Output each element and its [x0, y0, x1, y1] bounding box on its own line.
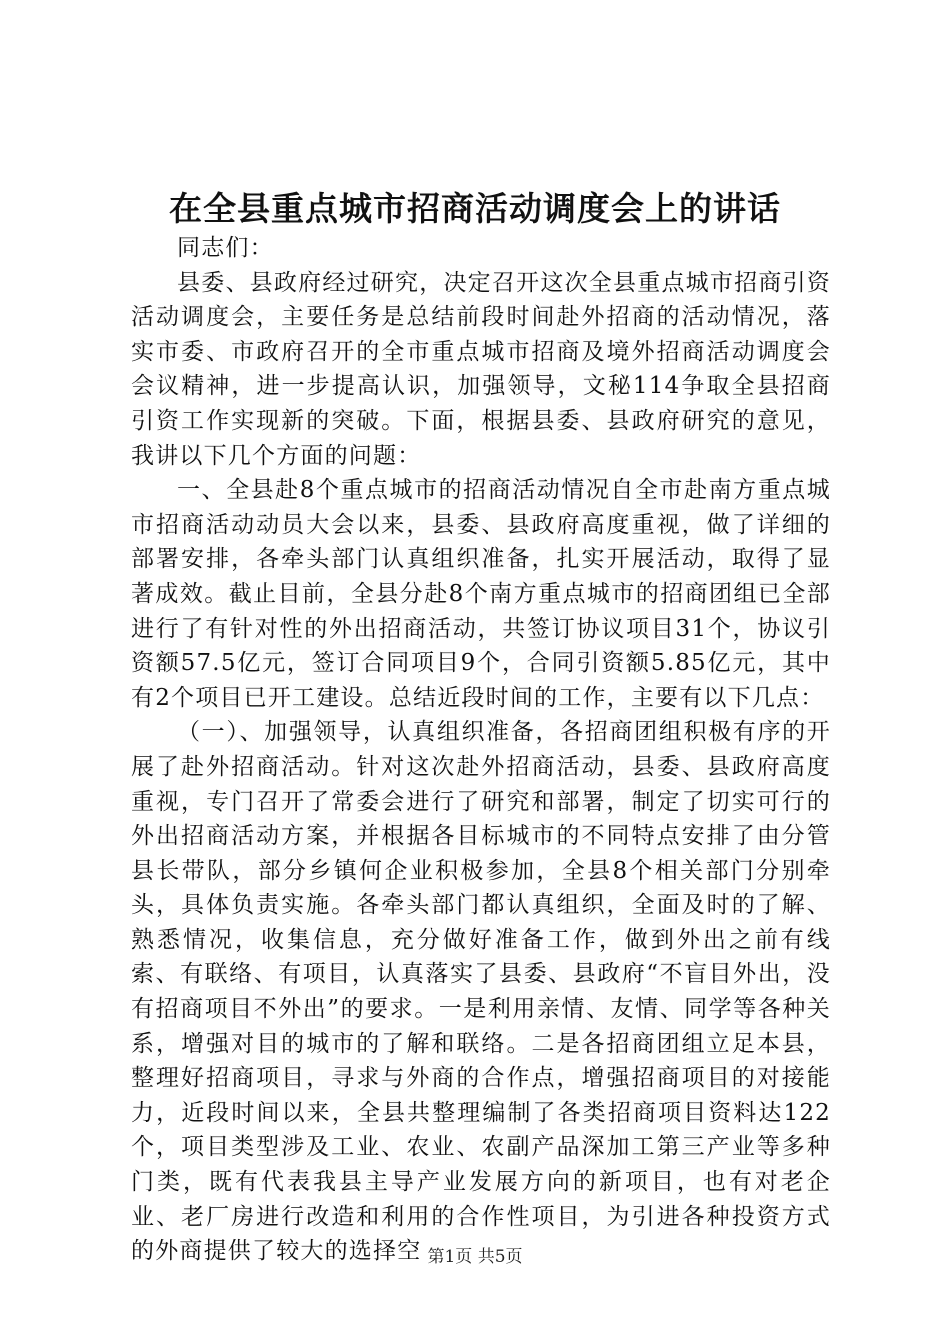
document-body [131, 231, 831, 1269]
salutation: 同志们： [177, 235, 274, 261]
paragraph-subsection-one: （一）、加强领导，认真组织准备，各招商团组积极有序的开展了赴外招商活动。针对这次赴外招商活动，县委、县政府高度重视，专门召开了常委会进行了研究和部署，制定了切实可行的外出招商活动方案，并根据各目标城市的不同特点安排了由分管县长带队，部分乡镇何企业积极参加，全县8个相关部门分别牵头，具体负责实施。各牵头部门都认真组织，全面及时的了解、熟悉情况，收集信息，充分做好准备工作，做到外出之前有线索、有联络、有项目，认真落实了县委、县政府“不盲目外出，没有招商项目不外出”的要求。一是利用亲情、友情、同学等各种关系，增强对目的城市的了解和联络。二是各招商团组立足本县，整理好招商项目，寻求与外商的合作点，增强招商项目的对接能力，近段时间以来，全县共整理编制了各类招商项目资料达122个，项目类型涉及工业、农业、农副产品深加工第三产业等多种门类，既有代表我县主导产业发展方向的新项目，也有对老企业、老厂房进行改造和利用的合作性项目，为引进各种投资方式的外商提供了较大的选择空 [131, 719, 831, 1265]
paragraph-intro: 县委、县政府经过研究，决定召开这次全县重点城市招商引资活动调度会，主要任务是总结前段时间赴外招商的活动情况，落实市委、市政府召开的全市重点城市招商及境外招商活动调度会会议精神，进一步提高认识，加强领导，文秘114争取全县招商引资工作实现新的突破。下面，根据县委、县政府研究的意见，我讲以下几个方面的问题： [131, 269, 831, 469]
paragraph-section-one: 一、全县赴8个重点城市的招商活动情况自全市赴南方重点城市招商活动动员大会以来，县委、县政府高度重视，做了详细的部署安排，各牵头部门认真组织准备，扎实开展活动，取得了显著成效。截止目前，全县分赴8个南方重点城市的招商团组已全部进行了有针对性的外出招商活动，共签订协议项目31个，协议引资额57.5亿元，签订合同项目9个，合同引资额5.85亿元，其中有2个项目已开工建设。总结近段时间的工作，主要有以下几点： [131, 477, 831, 711]
document-title: 在全县重点城市招商活动调度会上的讲话 [169, 189, 781, 228]
page-number-footer: 第1页 共5页 [427, 1247, 523, 1267]
